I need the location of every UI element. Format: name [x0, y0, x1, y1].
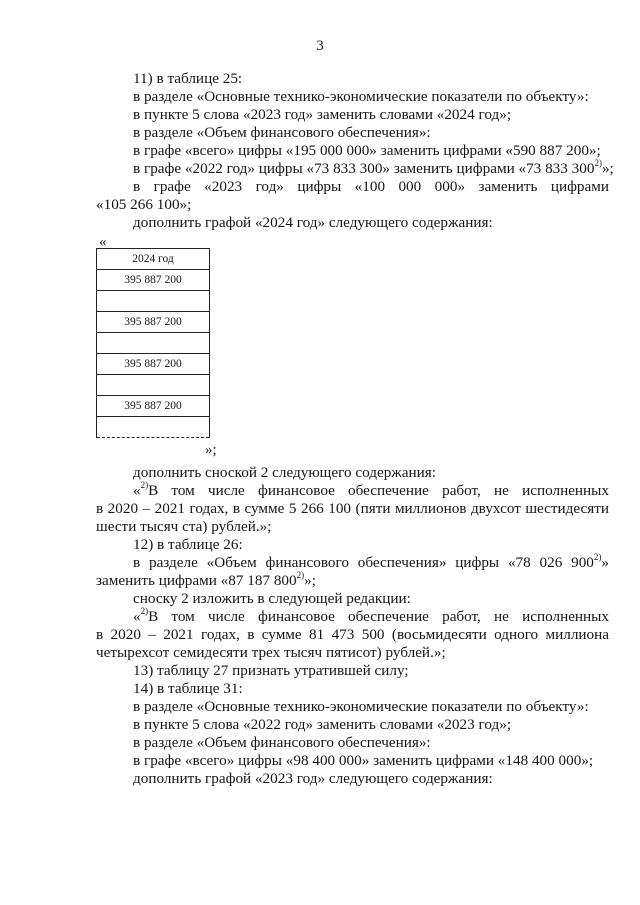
footnote-ref: 2): [296, 569, 305, 580]
table-cell: [97, 291, 210, 312]
text-line: шести тысяч ста) рублей.»;: [96, 518, 272, 535]
text-line: дополнить графой «2023 год» следующего содержания:: [133, 770, 493, 787]
column-2024-table: [96, 248, 210, 438]
item-11-heading: 11) в таблице 25:: [133, 70, 243, 87]
footnote-mark: 2): [140, 605, 149, 616]
footnote-ref: 2): [594, 157, 602, 168]
quote-open: «: [99, 234, 107, 250]
text-line: сноску 2 изложить в следующей редакции:: [133, 590, 411, 607]
text-line: в графе «2022 год» цифры «73 833 300» заменить цифрами «73 833 300$^{2)}$»;: [133, 157, 614, 177]
table-cell: 395 887 200: [97, 312, 210, 333]
text-line: «$^{2)}$В том числе финансовое обеспечение работ, не исполненных: [133, 605, 609, 625]
text-line: в графе «всего» цифры «195 000 000» заменить цифрами «590 887 200»;: [133, 142, 601, 159]
text-line: в разделе «Объем финансового обеспечения»:: [133, 124, 431, 141]
text-line: в графе «2023 год» цифры «100 000 000» заменить цифрами: [133, 178, 609, 195]
footnote-ref: 2): [593, 551, 602, 562]
item-12-heading: 12) в таблице 26:: [133, 536, 243, 553]
text-line: в разделе «Объем финансового обеспечения» цифры «78 026 900$^{2)}$»: [133, 551, 609, 571]
text-line: заменить цифрами «87 187 800$^{2)}$»;: [96, 569, 316, 589]
page-number: 3: [316, 38, 324, 54]
table-cell: [97, 375, 210, 396]
text-line: в 2020 – 2021 годах, в сумме 81 473 500 (восьмидесяти одного миллиона: [96, 626, 609, 643]
text-line: «105 266 100»;: [96, 196, 192, 213]
table-cell: 395 887 200: [97, 354, 210, 375]
table-cell: [97, 417, 210, 438]
table-header: 2024 год: [97, 249, 210, 270]
footnote-mark: 2): [140, 479, 149, 490]
text-line: четырехсот семидесяти трех тысяч пятисот) рублей.»;: [96, 644, 446, 661]
item-14-heading: 14) в таблице 31:: [133, 680, 243, 697]
text-line: в разделе «Объем финансового обеспечения»:: [133, 734, 431, 751]
quote-close: »;: [205, 442, 217, 458]
text-line: в 2020 – 2021 годах, в сумме 5 266 100 (пяти миллионов двухсот шестидесяти: [96, 500, 609, 517]
text-line: в разделе «Основные технико-экономические показатели по объекту»:: [133, 698, 589, 715]
text-line: в пункте 5 слова «2023 год» заменить словами «2024 год»;: [133, 106, 512, 123]
text-line: дополнить графой «2024 год» следующего содержания:: [133, 214, 493, 231]
table-cell: [97, 333, 210, 354]
text-line: «$^{2)}$В том числе финансовое обеспечение работ, не исполненных: [133, 479, 609, 499]
text-line: в пункте 5 слова «2022 год» заменить словами «2023 год»;: [133, 716, 512, 733]
text-line: в разделе «Основные технико-экономические показатели по объекту»:: [133, 88, 589, 105]
table-cell: 395 887 200: [97, 270, 210, 291]
text-line: в графе «всего» цифры «98 400 000» заменить цифрами «148 400 000»;: [133, 752, 594, 769]
table-cell: 395 887 200: [97, 396, 210, 417]
text-line: дополнить сноской 2 следующего содержания:: [133, 464, 436, 481]
item-13-heading: 13) таблицу 27 признать утратившей силу;: [133, 662, 409, 679]
